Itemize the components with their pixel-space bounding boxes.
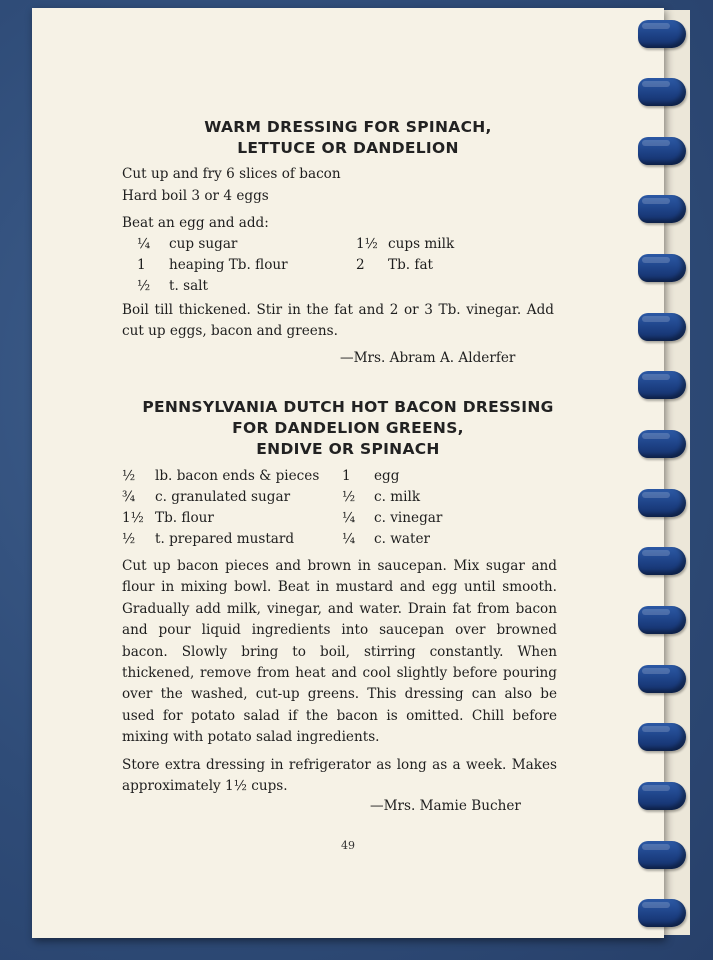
binding-ring	[638, 841, 686, 869]
binding-ring	[638, 489, 686, 517]
ingredient-item: Tb. flour	[155, 510, 214, 526]
title-line: LETTUCE OR DANDELION	[237, 139, 459, 157]
ingredient-qty: ½	[342, 489, 356, 505]
ingredient-item: c. granulated sugar	[155, 489, 291, 505]
ingredient-item: t. prepared mustard	[155, 531, 295, 547]
ingredient-item: t. salt	[169, 278, 208, 294]
title-line: WARM DRESSING FOR SPINACH,	[204, 118, 492, 136]
ingredient-item: lb. bacon ends & pieces	[155, 468, 320, 484]
binding-ring	[638, 20, 686, 48]
recipe-title-hot-bacon-dressing	[32, 397, 664, 460]
binding-ring	[638, 430, 686, 458]
ingredient-item: heaping Tb. flour	[169, 257, 288, 273]
ingredient-qty: 1½	[356, 236, 378, 252]
binding-ring	[638, 899, 686, 927]
intro-line: Hard boil 3 or 4 eggs	[122, 188, 269, 204]
ingredient-item: cups milk	[388, 236, 455, 252]
intro-line: Cut up and fry 6 slices of bacon	[122, 166, 341, 182]
binding-ring	[638, 313, 686, 341]
binding-ring	[638, 665, 686, 693]
ingredient-qty: ½	[137, 278, 151, 294]
recipe-author: —Mrs. Abram A. Alderfer	[340, 350, 516, 366]
ingredient-qty: ½	[122, 468, 136, 484]
title-line: FOR DANDELION GREENS,	[232, 419, 464, 437]
instructions: Cut up bacon pieces and brown in saucepan. Mix sugar and flour in mixing bowl. Beat in mustard and egg until smooth. Gradually add milk, vinegar, and water. Drain fat from bacon and pour liquid ingredients into saucepan over browned bacon. Slowly bring to boil, stirring constantly. When thickened, remove from heat and cool slightly before pouring over the washed, cut-up greens. This dressing can also be used for potato salad if the bacon is omitted. Chill before mixing with potato salad ingredients.	[122, 558, 557, 746]
page-number: 49	[341, 839, 355, 852]
ingredient-qty: 1	[137, 257, 146, 273]
ingredient-qty: ½	[122, 531, 136, 547]
ingredient-qty: ¼	[137, 236, 151, 252]
ingredient-qty: ¾	[122, 489, 136, 505]
binding-ring	[638, 606, 686, 634]
ingredient-item: Tb. fat	[388, 257, 434, 273]
binding-ring	[638, 723, 686, 751]
ingredient-qty: ¼	[342, 510, 356, 526]
ingredient-item: c. vinegar	[374, 510, 443, 526]
binding-ring	[638, 371, 686, 399]
binding-ring	[638, 254, 686, 282]
beat-line: Beat an egg and add:	[122, 215, 269, 231]
recipe-author: —Mrs. Mamie Bucher	[370, 798, 521, 814]
ingredient-item: egg	[374, 468, 400, 484]
binding-ring	[638, 547, 686, 575]
ingredient-qty: 2	[356, 257, 365, 273]
cookbook-page	[32, 8, 664, 938]
storage-note: Store extra dressing in refrigerator as long as a week. Makes approximately 1½ cups.	[122, 757, 557, 795]
title-line: PENNSYLVANIA DUTCH HOT BACON DRESSING	[142, 398, 554, 416]
ingredient-qty: ¼	[342, 531, 356, 547]
instructions: Boil till thickened. Stir in the fat and 2 or 3 Tb. vinegar. Add cut up eggs, bacon and greens.	[122, 302, 554, 340]
binding-ring	[638, 782, 686, 810]
ingredient-item: c. milk	[374, 489, 421, 505]
ingredient-item: cup sugar	[169, 236, 238, 252]
ingredient-qty: 1½	[122, 510, 144, 526]
binding-ring	[638, 137, 686, 165]
binding-ring	[638, 195, 686, 223]
ingredient-item: c. water	[374, 531, 431, 547]
ingredient-qty: 1	[342, 468, 351, 484]
title-line: ENDIVE OR SPINACH	[256, 440, 440, 458]
recipe-title-warm-dressing	[32, 117, 664, 159]
binding-ring	[638, 78, 686, 106]
